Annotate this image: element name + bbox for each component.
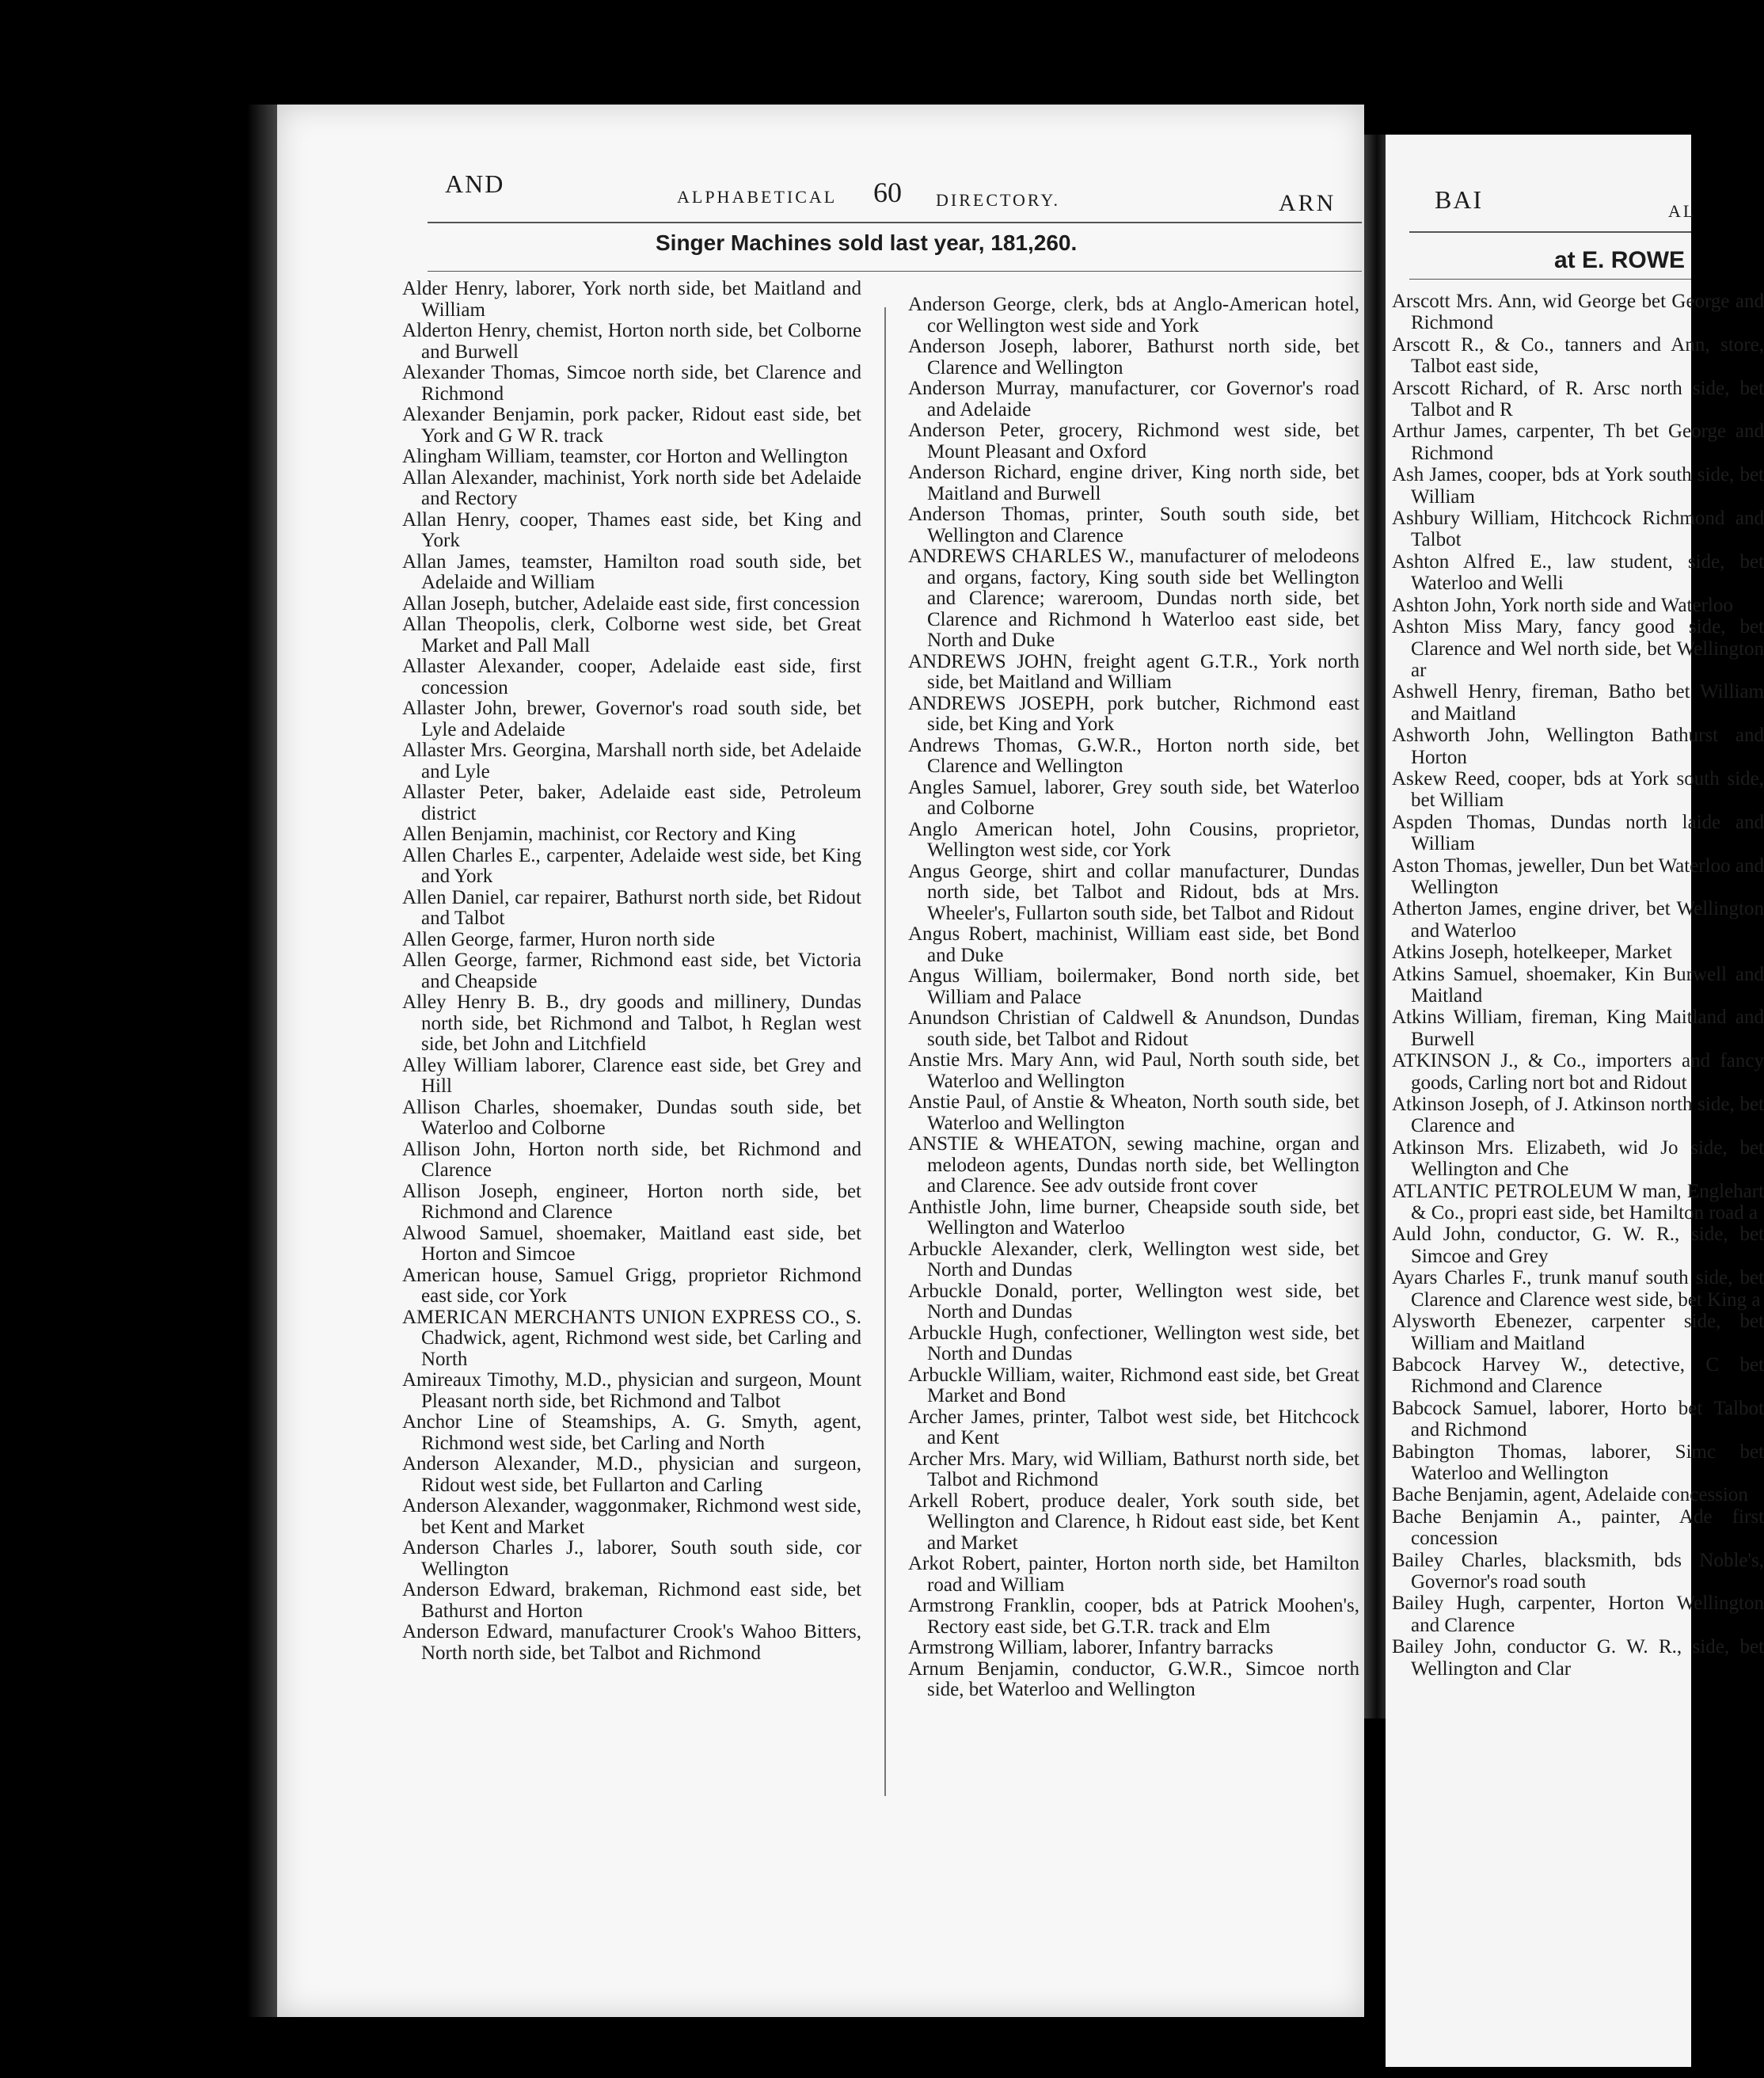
directory-entry: Allison Charles, shoemaker, Dundas south side, bet Waterloo and Colborne — [402, 1096, 861, 1139]
directory-entry: Bailey Hugh, carpenter, Horton Wellington and Clarence — [1392, 1593, 1764, 1636]
directory-entry: Arscott Mrs. Ann, wid George bet George and Richmond — [1392, 291, 1764, 334]
directory-entry: Atherton James, engine driver, bet Wellington and Waterloo — [1392, 898, 1764, 942]
directory-entry: ATKINSON J., & Co., importers and fancy goods, Carling nort bot and Ridout — [1392, 1050, 1764, 1094]
directory-entry: Arbuckle Donald, porter, Wellington west side, bet North and Dundas — [908, 1280, 1359, 1323]
directory-entry: Alexander Benjamin, pork packer, Ridout east side, bet York and G W R. track — [402, 404, 861, 447]
directory-entry: Anstie Mrs. Mary Ann, wid Paul, North south side, bet Waterloo and Wellington — [908, 1049, 1359, 1092]
directory-entry: ANDREWS CHARLES W., manufacturer of melodeons and organs, factory, King south side bet Wellington and Clarence; wareroom, Dundas north side, bet Clarence and Richmond h Waterloo east side, bet North and Duke — [908, 546, 1359, 651]
directory-entry: Anderson Thomas, printer, South south side, bet Wellington and Clarence — [908, 504, 1359, 546]
directory-entry: Allan Alexander, machinist, York north side bet Adelaide and Rectory — [402, 466, 861, 509]
header-rule — [428, 222, 1362, 223]
directory-entry: Allan Henry, cooper, Thames east side, bet King and York — [402, 508, 861, 551]
directory-entry: Anderson Edward, manufacturer Crook's Wahoo Bitters, North north side, bet Talbot and Richmond — [402, 1621, 861, 1664]
directory-entry: Angus William, boilermaker, Bond north side, bet William and Palace — [908, 965, 1359, 1008]
column-divider — [884, 307, 886, 1796]
directory-entry: Babington Thomas, laborer, Simc bet Waterloo and Wellington — [1392, 1441, 1764, 1484]
right-header-title: AL — [1668, 201, 1697, 221]
directory-entry: Anderson Alexander, waggonmaker, Richmond west side, bet Kent and Market — [402, 1495, 861, 1538]
directory-entry: Allen Daniel, car repairer, Bathurst north side, bet Ridout and Talbot — [402, 886, 861, 929]
banner-rule — [428, 271, 1362, 272]
directory-entry: Archer Mrs. Mary, wid William, Bathurst north side, bet Talbot and Richmond — [908, 1448, 1359, 1490]
directory-entry: Arscott Richard, of R. Arsc north side, bet Talbot and R — [1392, 377, 1764, 421]
directory-entry: ANDREWS JOSEPH, pork butcher, Richmond east side, bet King and York — [908, 692, 1359, 735]
directory-entry: Ashwell Henry, fireman, Batho bet William and Maitland — [1392, 681, 1764, 725]
right-guide-word: BAI — [1435, 185, 1484, 214]
directory-entry: Alexander Thomas, Simcoe north side, bet Clarence and Richmond — [402, 362, 861, 405]
right-banner: at E. ROWE — [1554, 247, 1686, 273]
directory-entry: Allan James, teamster, Hamilton road south side, bet Adelaide and William — [402, 550, 861, 593]
directory-entry: ANSTIE & WHEATON, sewing machine, organ and melodeon agents, Dundas north side, bet Wellington and Clarence. See adv outside front cover — [908, 1133, 1359, 1197]
directory-entry: Atkins Samuel, shoemaker, Kin Burwell and Maitland — [1392, 963, 1764, 1007]
directory-entry: Ayars Charles F., trunk manuf south side, bet Clarence and Clarence west side, bet King a — [1392, 1267, 1764, 1311]
directory-entry: Ashton John, York north side and Waterloo — [1392, 594, 1733, 616]
right-page-column — [1392, 291, 1764, 1680]
directory-entry: Allaster Alexander, cooper, Adelaide east side, first concession — [402, 656, 861, 698]
directory-entry: Ashton Miss Mary, fancy good side, bet Clarence and Wel north side, bet Wellington ar — [1392, 616, 1764, 681]
directory-entry: Arkell Robert, produce dealer, York south side, bet Wellington and Clarence, h Ridout east side, bet Kent and Market — [908, 1490, 1359, 1554]
directory-entry: Anderson Edward, brakeman, Richmond east side, bet Bathurst and Horton — [402, 1579, 861, 1622]
directory-entry: Allaster Mrs. Georgina, Marshall north side, bet Adelaide and Lyle — [402, 740, 861, 782]
spine-shadow — [247, 105, 277, 2017]
directory-entry: Anderson Richard, engine driver, King north side, bet Maitland and Burwell — [908, 462, 1359, 504]
directory-entry: Aspden Thomas, Dundas north laide and William — [1392, 811, 1764, 855]
directory-entry: Anderson Joseph, laborer, Bathurst north side, bet Clarence and Wellington — [908, 336, 1359, 379]
directory-entry: Auld John, conductor, G. W. R., side, bet Simcoe and Grey — [1392, 1224, 1764, 1267]
directory-entry: Ashworth John, Wellington Bathurst and Horton — [1392, 725, 1764, 768]
directory-entry: Andrews Thomas, G.W.R., Horton north side, bet Clarence and Wellington — [908, 734, 1359, 777]
directory-entry: Atkinson Mrs. Elizabeth, wid Jo side, bet Wellington and Che — [1392, 1136, 1764, 1181]
directory-entry: ANDREWS JOHN, freight agent G.T.R., York north side, bet Maitland and William — [908, 650, 1359, 693]
directory-entry: Arkot Robert, painter, Horton north side, bet Hamilton road and William — [908, 1553, 1359, 1596]
page-gutter — [1364, 135, 1386, 1718]
directory-entry: Allison Joseph, engineer, Horton north side, bet Richmond and Clarence — [402, 1180, 861, 1223]
directory-entry: Babcock Samuel, laborer, Horto bet Talbot and Richmond — [1392, 1397, 1764, 1441]
directory-entry: Allaster John, brewer, Governor's road south side, bet Lyle and Adelaide — [402, 698, 861, 740]
directory-entry: Anderson George, clerk, bds at Anglo-American hotel, cor Wellington west side and York — [908, 294, 1359, 337]
guide-word-right: ARN — [1279, 190, 1336, 216]
directory-entry: Arbuckle William, waiter, Richmond east side, bet Great Market and Bond — [908, 1364, 1359, 1406]
column-2 — [908, 295, 1359, 1701]
directory-entry: Angles Samuel, laborer, Grey south side, bet Waterloo and Colborne — [908, 776, 1359, 819]
directory-entry: Amireaux Timothy, M.D., physician and surgeon, Mount Pleasant north side, bet Richmond and Talbot — [402, 1369, 861, 1412]
directory-entry: Alysworth Ebenezer, carpenter side, bet William and Maitland — [1392, 1311, 1764, 1354]
directory-entry: Anundson Christian of Caldwell & Anundson, Dundas south side, bet Talbot and Ridout — [908, 1007, 1359, 1050]
directory-entry: Allison John, Horton north side, bet Richmond and Clarence — [402, 1138, 861, 1181]
directory-entry: Armstrong William, laborer, Infantry barracks — [908, 1637, 1274, 1658]
page-number: 60 — [873, 177, 902, 208]
directory-entry: AMERICAN MERCHANTS UNION EXPRESS CO., S. Chadwick, agent, Richmond west side, bet Carling and North — [402, 1306, 861, 1370]
directory-entry: ATLANTIC PETROLEUM W man, Englehart & Co., propri east side, bet Hamilton road a — [1392, 1180, 1764, 1224]
directory-entry: Aston Thomas, jeweller, Dun bet Waterloo and Wellington — [1392, 854, 1764, 898]
directory-entry: Archer James, printer, Talbot west side, bet Hitchcock and Kent — [908, 1406, 1359, 1448]
guide-word-left: AND — [445, 169, 505, 198]
directory-entry: Arbuckle Alexander, clerk, Wellington west side, bet North and Dundas — [908, 1238, 1359, 1281]
directory-entry: Allan Joseph, butcher, Adelaide east side, first concession — [402, 592, 861, 615]
directory-entry: Anderson Alexander, M.D., physician and surgeon, Ridout west side, bet Fullarton and Carling — [402, 1453, 861, 1496]
directory-entry: Arthur James, carpenter, Th bet George and Richmond — [1392, 421, 1764, 464]
directory-entry: Anderson Murray, manufacturer, cor Governor's road and Adelaide — [908, 378, 1359, 421]
directory-entry: Allen Benjamin, machinist, cor Rectory and King — [402, 824, 796, 845]
directory-entry: Bache Benjamin A., painter, Ade first concession — [1392, 1505, 1764, 1550]
column-1 — [402, 279, 861, 1664]
directory-entry: Alley Henry B. B., dry goods and millinery, Dundas north side, bet Richmond and Talbot, h Reglan west side, bet John and Litchfield — [402, 991, 861, 1055]
directory-entry: Anstie Paul, of Anstie & Wheaton, North south side, bet Waterloo and Wellington — [908, 1091, 1359, 1134]
directory-entry: Anderson Charles J., laborer, South south side, cor Wellington — [402, 1537, 861, 1580]
directory-entry: Bailey Charles, blacksmith, bds Noble's, Governor's road south — [1392, 1549, 1764, 1593]
directory-entry: Alderton Henry, chemist, Horton north side, bet Colborne and Burwell — [402, 320, 861, 363]
header-title-right: DIRECTORY. — [936, 190, 1060, 210]
directory-entry: Anthistle John, lime burner, Cheapside south side, bet Wellington and Waterloo — [908, 1196, 1359, 1239]
directory-entry: Allaster Peter, baker, Adelaide east side, Petroleum district — [402, 782, 861, 824]
directory-entry: Alley William laborer, Clarence east side, bet Grey and Hill — [402, 1054, 861, 1097]
directory-entry: Anglo American hotel, John Cousins, proprietor, Wellington west side, cor York — [908, 818, 1359, 861]
directory-entry: Bache Benjamin, agent, Adelaide concession — [1392, 1484, 1748, 1506]
right-header-rule — [1409, 231, 1691, 233]
directory-entry: American house, Samuel Grigg, proprietor Richmond east side, cor York — [402, 1264, 861, 1307]
directory-entry: Arnum Benjamin, conductor, G.W.R., Simcoe north side, bet Waterloo and Wellington — [908, 1657, 1359, 1700]
directory-entry: Arbuckle Hugh, confectioner, Wellington west side, bet North and Dundas — [908, 1322, 1359, 1364]
directory-entry: Atkins William, fireman, King Maitland and Burwell — [1392, 1007, 1764, 1050]
directory-entry: Bailey John, conductor G. W. R., side, bet Wellington and Clar — [1392, 1636, 1764, 1680]
directory-entry: Angus Robert, machinist, William east side, bet Bond and Duke — [908, 923, 1359, 966]
directory-entry: Atkins Joseph, hotelkeeper, Market — [1392, 942, 1672, 964]
directory-entry: Anchor Line of Steamships, A. G. Smyth, agent, Richmond west side, bet Carling and North — [402, 1411, 861, 1454]
directory-entry: Alingham William, teamster, cor Horton and Wellington — [402, 446, 849, 467]
banner-advertisement: Singer Machines sold last year, 181,260. — [656, 230, 1078, 255]
directory-entry: Babcock Harvey W., detective, C bet Richmond and Clarence — [1392, 1353, 1764, 1398]
directory-entry: Atkinson Joseph, of J. Atkinson north side, bet Clarence and — [1392, 1094, 1764, 1137]
directory-entry: Allen Charles E., carpenter, Adelaide west side, bet King and York — [402, 844, 861, 887]
directory-entry: Askew Reed, cooper, bds at York south side, bet William — [1392, 767, 1764, 812]
directory-entry: Allen George, farmer, Richmond east side, bet Victoria and Cheapside — [402, 950, 861, 992]
header-title-left: ALPHABETICAL — [677, 187, 838, 207]
right-banner-rule — [1409, 279, 1691, 280]
directory-entry: Ashton Alfred E., law student, side, bet Waterloo and Welli — [1392, 550, 1764, 595]
directory-entry: Angus George, shirt and collar manufacturer, Dundas north side, bet Talbot and Ridout, bds at Mrs. Wheeler's, Fullarton south side, bet Talbot and Ridout — [908, 860, 1359, 924]
directory-entry: Arscott R., & Co., tanners and Ann, store, Talbot east side, — [1392, 333, 1764, 378]
directory-entry: Allan Theopolis, clerk, Colborne west side, bet Great Market and Pall Mall — [402, 614, 861, 657]
directory-entry: Alder Henry, laborer, York north side, bet Maitland and William — [402, 278, 861, 321]
directory-entry: Alwood Samuel, shoemaker, Maitland east side, bet Horton and Simcoe — [402, 1222, 861, 1265]
directory-entry: Allen George, farmer, Huron north side — [402, 928, 715, 950]
directory-entry: Anderson Peter, grocery, Richmond west side, bet Mount Pleasant and Oxford — [908, 420, 1359, 462]
directory-entry: Armstrong Franklin, cooper, bds at Patrick Moohen's, Rectory east side, bet G.T.R. track and Elm — [908, 1595, 1359, 1638]
directory-entry: Ash James, cooper, bds at York south side, bet William — [1392, 464, 1764, 508]
directory-entry: Ashbury William, Hitchcock Richmond and Talbot — [1392, 508, 1764, 551]
